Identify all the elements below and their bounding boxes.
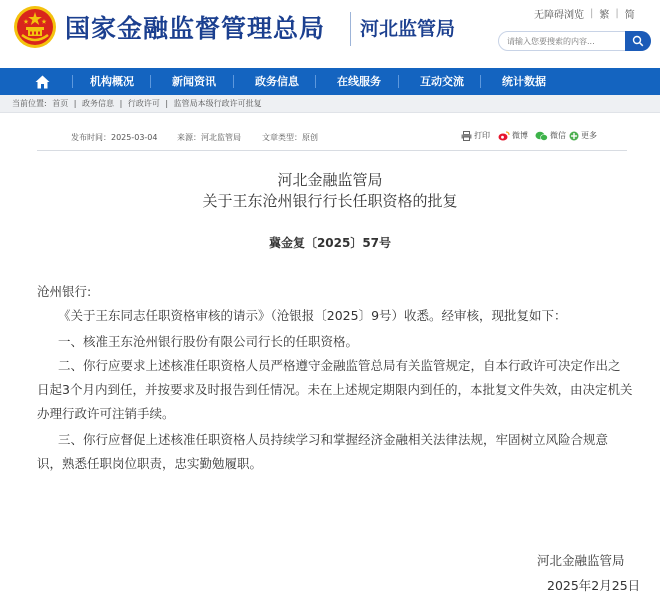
article-type: 文章类型：原创 — [262, 133, 318, 142]
search-input[interactable] — [507, 33, 625, 49]
nav-separator — [150, 75, 151, 88]
weibo-label: 微博 — [512, 131, 528, 140]
breadcrumb-separator: | — [165, 99, 169, 108]
breadcrumb-prefix: 当前位置: — [12, 99, 47, 108]
body-paragraph: 日起3个月内到任，并按要求及时报告到任情况。未在上述规定期限内到任的，本批复文件失效，由决定机关 — [37, 382, 633, 397]
body-paragraph: 一、核准王东沧州银行股份有限公司行长的任职资格。 — [58, 334, 359, 349]
document-number: 冀金复〔2025〕57号 — [268, 236, 392, 250]
national-emblem-icon — [13, 5, 57, 49]
home-icon — [35, 75, 50, 89]
nav-separator — [315, 75, 316, 88]
share-wechat-button[interactable] — [535, 130, 566, 141]
nav-separator — [398, 75, 399, 88]
link-separator: | — [615, 8, 619, 19]
main-nav — [0, 68, 660, 95]
article-source: 来源：河北监管局 — [177, 133, 241, 142]
accessibility-link[interactable]: 无障碍浏览 — [534, 10, 584, 21]
document-issuer: 河北金融监管局 — [277, 171, 383, 189]
site-header — [0, 0, 660, 68]
search-box — [498, 31, 651, 51]
nav-item-government-info[interactable]: 政务信息 — [255, 75, 299, 88]
nav-item-statistics[interactable]: 统计数据 — [502, 75, 546, 88]
more-label: 更多 — [581, 131, 597, 140]
document-title: 关于王东沧州银行行长任职资格的批复 — [202, 192, 458, 210]
nav-item-news[interactable]: 新闻资讯 — [172, 75, 216, 88]
title-divider — [350, 12, 351, 46]
body-paragraph: 三、你行应督促上述核准任职资格人员持续学习和掌握经济金融相关法律法规，牢固树立风险合规意 — [58, 432, 609, 447]
more-plus-icon — [569, 131, 579, 141]
signature-issuer: 河北金融监管局 — [537, 553, 625, 568]
nav-item-interaction[interactable]: 互动交流 — [420, 75, 464, 88]
wechat-label: 微信 — [550, 131, 566, 140]
nav-item-org-overview[interactable]: 机构概况 — [90, 75, 134, 88]
simplified-chinese-link[interactable]: 简 — [624, 10, 635, 21]
share-weibo-button[interactable] — [498, 130, 528, 141]
print-label: 打印 — [474, 131, 490, 140]
bureau-title[interactable]: 河北监管局 — [360, 18, 456, 40]
nav-item-online-services[interactable]: 在线服务 — [337, 75, 381, 88]
body-paragraph: 二、你行应要求上述核准任职资格人员严格遵守金融监管总局有关监管规定，自本行政许可决定作出之 — [58, 358, 621, 373]
print-button[interactable] — [461, 130, 490, 141]
top-links — [534, 6, 635, 21]
print-icon — [461, 131, 472, 141]
nav-separator — [233, 75, 234, 88]
breadcrumb — [0, 95, 660, 113]
site-title[interactable]: 国家金融监督管理总局 — [65, 14, 326, 43]
weibo-icon — [498, 131, 510, 141]
nav-separator — [72, 75, 73, 88]
article-meta — [0, 130, 660, 144]
breadcrumb-admin-license[interactable]: 行政许可 — [127, 99, 160, 108]
wechat-icon — [535, 131, 548, 141]
breadcrumb-government-info[interactable]: 政务信息 — [82, 99, 115, 108]
link-separator: | — [590, 8, 594, 19]
search-button[interactable] — [625, 31, 651, 51]
signature-date: 2025年2月25日 — [547, 578, 641, 593]
breadcrumb-separator: | — [119, 99, 123, 108]
breadcrumb-separator: | — [73, 99, 77, 108]
meta-divider — [37, 150, 627, 151]
traditional-chinese-link[interactable]: 繁 — [599, 10, 610, 21]
body-paragraph: 识，熟悉任职岗位职责，忠实勤勉履职。 — [37, 456, 263, 471]
body-paragraph: 《关于王东同志任职资格审核的请示》（沧银报〔2025〕9号）收悉。经审核，现批复如下： — [58, 308, 567, 323]
document-addressee: 沧州银行: — [37, 284, 92, 299]
nav-home-button[interactable] — [30, 68, 54, 95]
search-icon — [632, 35, 644, 47]
body-paragraph: 办理行政许可注销手续。 — [37, 406, 175, 421]
publish-date: 发布时间：2025-03-04 — [71, 133, 158, 142]
breadcrumb-home[interactable]: 首页 — [52, 99, 69, 108]
nav-separator — [480, 75, 481, 88]
share-more-button[interactable] — [569, 130, 597, 141]
breadcrumb-current[interactable]: 监管局本级行政许可批复 — [173, 99, 262, 108]
